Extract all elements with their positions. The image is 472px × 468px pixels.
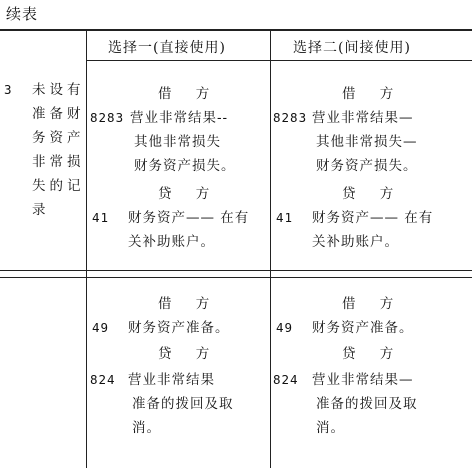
debit-entry-line: 财务资产准备。 [128, 320, 230, 336]
description-line: 准备财 [32, 106, 85, 122]
credit-label: 贷 方 [342, 186, 404, 202]
description-line: 非常损 [32, 154, 85, 170]
credit-account-code: 824 [273, 372, 299, 387]
table-top-rule [0, 29, 472, 31]
debit-entry-line: 财务资产准备。 [312, 320, 414, 336]
credit-label: 贷 方 [158, 346, 220, 362]
credit-account-code: 824 [90, 372, 116, 387]
credit-entry-line: 消。 [316, 420, 345, 436]
credit-entry-line: 关补助账户。 [312, 234, 399, 250]
description-line: 录 [32, 202, 50, 218]
debit-account-code: 8283 [273, 110, 308, 125]
debit-entry-line: 营业非常结果-- [130, 110, 229, 126]
col-divider-left [86, 30, 87, 468]
row-description [32, 78, 85, 222]
debit-entry [128, 316, 230, 340]
credit-entry [128, 368, 234, 440]
debit-entry-line: 营业非常结果— [312, 110, 414, 126]
credit-entry-line: 财务资产—— 在有 [128, 210, 250, 226]
debit-entry [312, 316, 414, 340]
debit-entry [312, 106, 418, 178]
debit-label: 借 方 [342, 86, 404, 102]
debit-entry-line: 其他非常损失 [134, 134, 221, 150]
debit-label: 借 方 [342, 296, 404, 312]
description-line: 失的记 [32, 178, 85, 194]
table-title: 续表 [6, 5, 39, 23]
credit-entry [312, 206, 433, 254]
row-divider-rule [0, 270, 472, 271]
description-line: 务资产 [32, 130, 85, 146]
credit-entry-line: 营业非常结果— [312, 372, 414, 388]
debit-account-code: 49 [92, 320, 110, 335]
debit-account-code: 49 [276, 320, 294, 335]
debit-label: 借 方 [158, 296, 220, 312]
credit-entry-line: 消。 [132, 420, 161, 436]
credit-entry-line: 关补助账户。 [128, 234, 215, 250]
debit-account-code: 8283 [90, 110, 125, 125]
debit-entry [130, 106, 236, 178]
debit-entry-line: 财务资产损失。 [134, 158, 236, 174]
column-header-indirect: 选择二(间接使用) [293, 40, 411, 56]
credit-account-code: 41 [276, 210, 294, 225]
row-number: 3 [4, 82, 13, 97]
credit-label: 贷 方 [158, 186, 220, 202]
credit-entry-line: 财务资产—— 在有 [312, 210, 434, 226]
credit-entry-line: 准备的拨回及取 [316, 396, 418, 412]
debit-entry-line: 财务资产损失。 [316, 158, 418, 174]
description-line: 未设有 [32, 82, 85, 98]
column-header-direct: 选择一(直接使用) [108, 40, 226, 56]
credit-entry [128, 206, 249, 254]
credit-label: 贷 方 [342, 346, 404, 362]
credit-entry-line: 准备的拨回及取 [132, 396, 234, 412]
header-bottom-rule [86, 60, 472, 61]
col-divider-mid [270, 30, 271, 468]
row-divider-rule-secondary [0, 277, 472, 278]
debit-entry-line: 其他非常损失— [316, 134, 418, 150]
debit-label: 借 方 [158, 86, 220, 102]
credit-account-code: 41 [92, 210, 110, 225]
credit-entry-line: 营业非常结果 [128, 372, 215, 388]
credit-entry [312, 368, 418, 440]
